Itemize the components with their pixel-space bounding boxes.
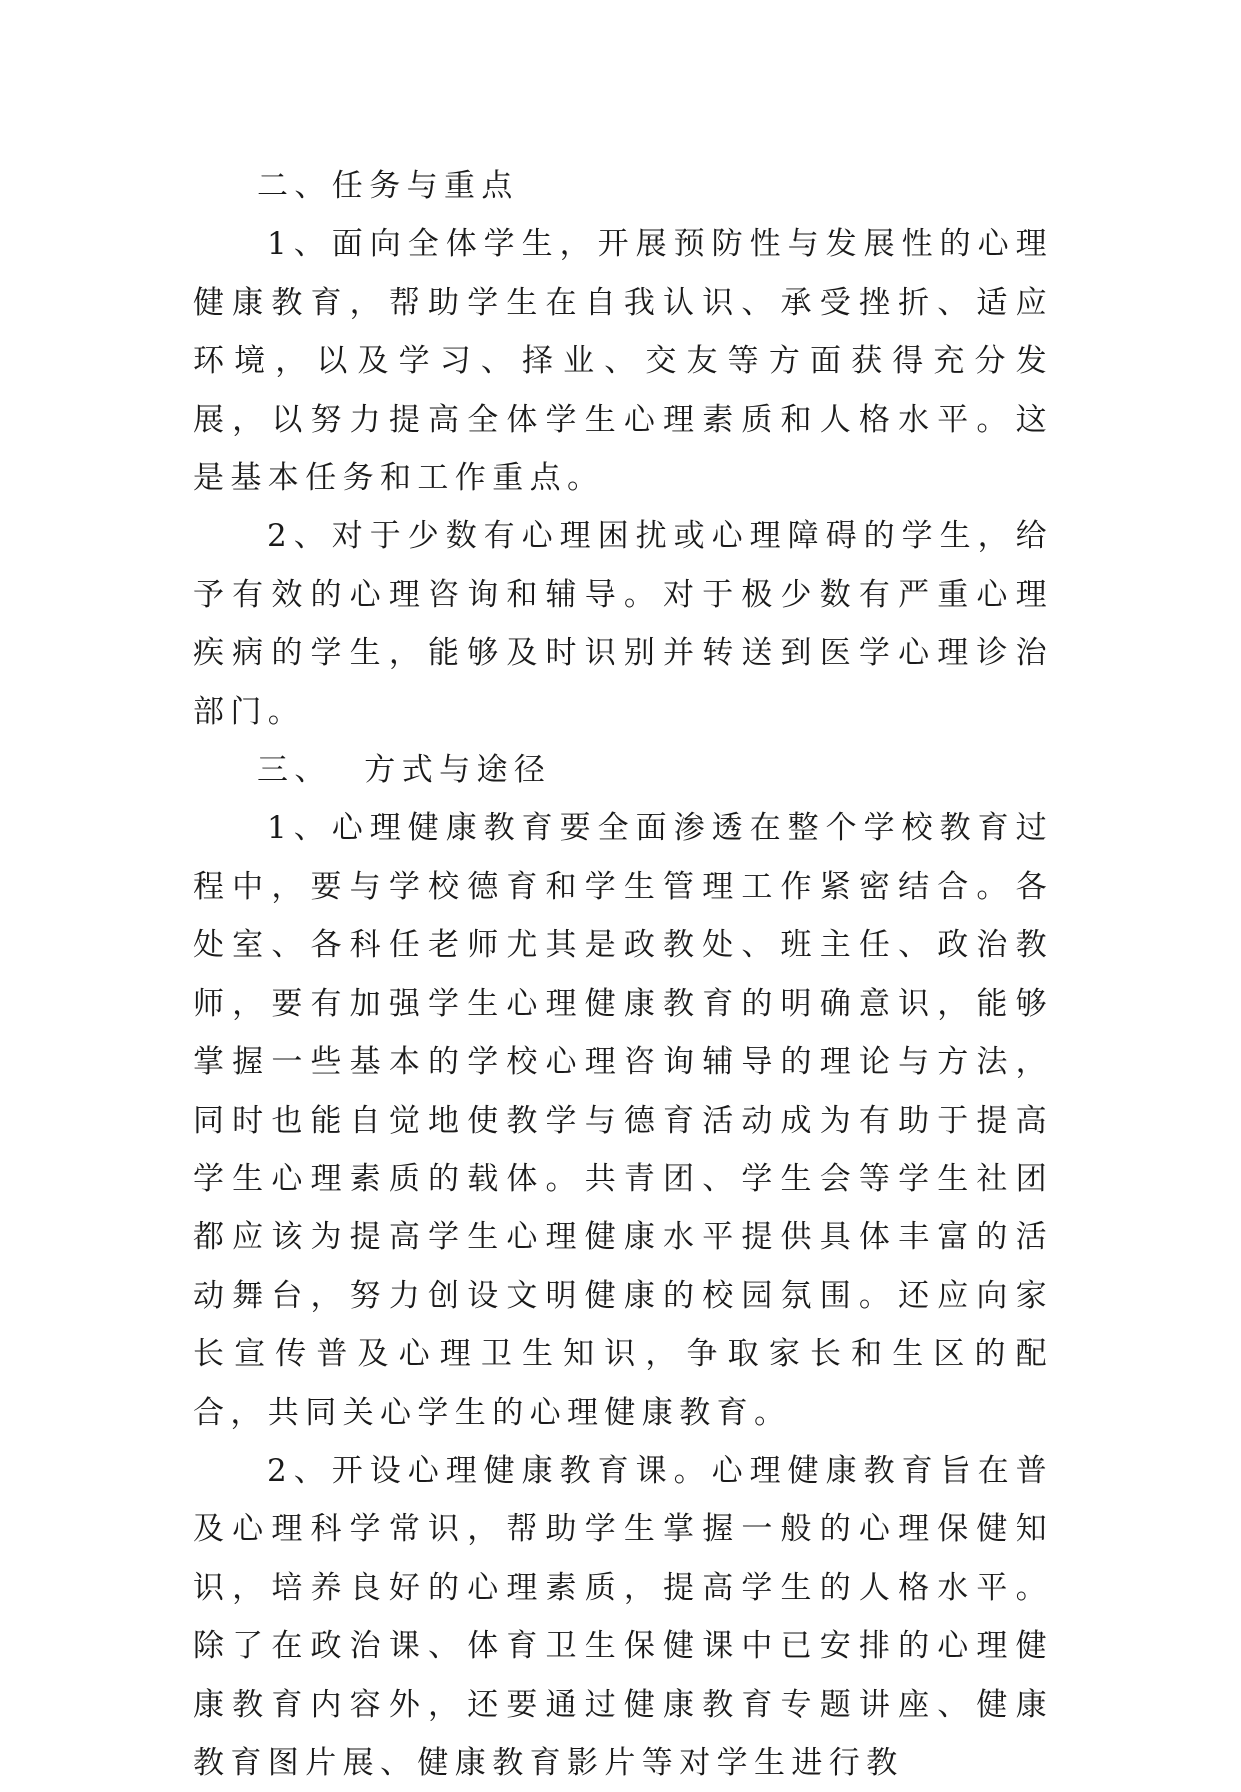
paragraph-task-2: 2、对于少数有心理困扰或心理障碍的学生，给予有效的心理咨询和辅导。对于极少数有严重心理疾病的学生，能够及时识别并转送到医学心理诊治部门。 (193, 518, 1053, 730)
document-body (193, 157, 1053, 1792)
paragraph-method-1: 1、心理健康教育要全面渗透在整个学校教育过程中，要与学校德育和学生管理工作紧密结合。各处室、各科任老师尤其是政教处、班主任、政治教师，要有加强学生心理健康教育的明确意识，能够掌握一些基本的学校心理咨询辅导的理论与方法，同时也能自觉地使教学与德育活动成为有助于提高学生心理素质的载体。共青团、学生会等学生社团都应该为提高学生心理健康水平提供具体丰富的活动舞台，努力创设文明健康的校园氛围。还应向家长宣传普及心理卫生知识，争取家长和生区的配合，共同关心学生的心理健康教育。 (193, 810, 1053, 1431)
section-heading-tasks: 二、任务与重点 (257, 168, 519, 204)
section-heading-methods: 三、 方式与途径 (257, 752, 552, 789)
paragraph-method-2: 2、开设心理健康教育课。心理健康教育旨在普及心理科学常识，帮助学生掌握一般的心理保健知识，培养良好的心理素质，提高学生的人格水平。除了在政治课、体育卫生保健课中已安排的心理健康教育内容外，还要通过健康教育专题讲座、健康教育图片展、健康教育影片等对学生进行教 (193, 1452, 1053, 1781)
paragraph-task-1: 1、面向全体学生，开展预防性与发展性的心理健康教育，帮助学生在自我认识、承受挫折、适应环境，以及学习、择业、交友等方面获得充分发展，以努力提高全体学生心理素质和人格水平。这是基本任务和工作重点。 (193, 226, 1053, 497)
